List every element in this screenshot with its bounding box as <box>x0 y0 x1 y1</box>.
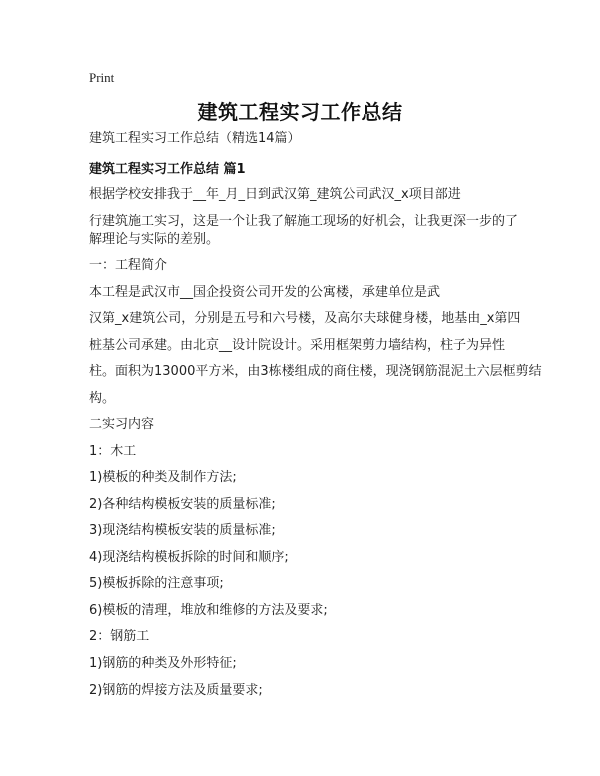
document-subtitle: 建筑工程实习工作总结（精选14篇） <box>89 131 301 146</box>
paragraph-line: 根据学校安排我于__年_月_日到武汉第_建筑公司武汉_x项目部进 <box>89 187 461 202</box>
section-label-project-intro: 一：工程简介 <box>89 258 168 273</box>
list-item: 6)模板的清理，堆放和维修的方法及要求; <box>89 603 328 618</box>
paragraph-line: 柱。面积为13000平方米，由3栋楼组成的商住楼，现浇钢筋混泥土六层框剪结 <box>89 364 542 379</box>
list-heading-rebar: 2：钢筋工 <box>89 629 150 644</box>
list-item: 1)钢筋的种类及外形特征; <box>89 656 237 671</box>
list-item: 2)钢筋的焊接方法及质量要求; <box>89 683 263 698</box>
paragraph-line: 汉第_x建筑公司，分别是五号和六号楼，及高尔夫球健身楼，地基由_x第四 <box>89 311 521 326</box>
page-title: 建筑工程实习工作总结 <box>197 100 403 124</box>
paragraph-line: 桩基公司承建。由北京__设计院设计。采用框架剪力墙结构，柱子为异性 <box>89 338 506 353</box>
section-label-internship-content: 二实习内容 <box>89 417 155 432</box>
list-item: 1)模板的种类及制作方法; <box>89 470 237 485</box>
paragraph-line: 行建筑施工实习，这是一个让我了解施工现场的好机会，让我更深一步的了解理论与实际的差别。 <box>89 214 519 247</box>
list-item: 2)各种结构模板安装的质量标准; <box>89 497 276 512</box>
list-item: 5)模板拆除的注意事项; <box>89 576 224 591</box>
list-item: 3)现浇结构模板安装的质量标准; <box>89 523 276 538</box>
paragraph-line: 构。 <box>89 391 116 406</box>
list-heading-carpentry: 1：木工 <box>89 444 137 459</box>
section-heading: 建筑工程实习工作总结 篇1 <box>89 162 246 177</box>
print-label: Print <box>89 70 115 85</box>
paragraph-line: 本工程是武汉市__国企投资公司开发的公寓楼，承建单位是武 <box>89 285 441 300</box>
list-item: 4)现浇结构模板拆除的时间和顺序; <box>89 550 289 565</box>
